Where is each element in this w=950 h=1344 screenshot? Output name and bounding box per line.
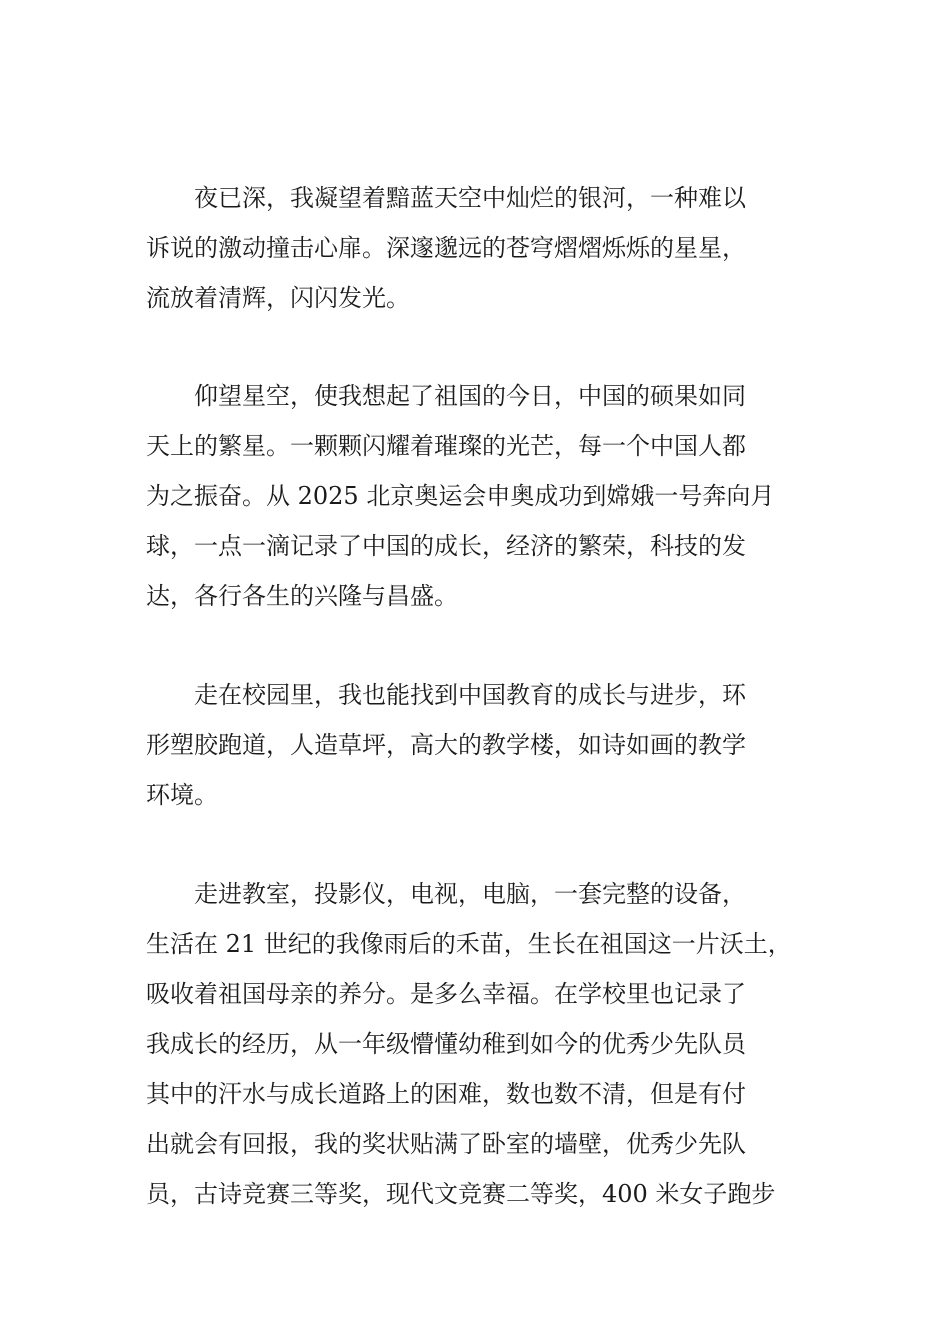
text-line: 环境。 (146, 781, 218, 809)
text-line: 仰望星空，使我想起了祖国的今日，中国的硕果如同 (146, 382, 746, 410)
text-line: 其中的汗水与成长道路上的困难，数也数不清，但是有付 (146, 1080, 746, 1108)
text-line: 天上的繁星。一颗颗闪耀着璀璨的光芒，每一个中国人都 (146, 432, 746, 460)
text-line: 达，各行各生的兴隆与昌盛。 (146, 582, 458, 610)
text-line: 形塑胶跑道，人造草坪，高大的教学楼，如诗如画的教学 (146, 731, 746, 759)
paragraph-night-sky (146, 173, 826, 323)
text-line: 走进教室，投影仪，电视，电脑，一套完整的设备， (146, 880, 746, 908)
text-line: 生活在 21 世纪的我像雨后的禾苗，生长在祖国这一片沃土， (146, 930, 792, 958)
text-line: 夜已深，我凝望着黯蓝天空中灿烂的银河，一种难以 (146, 184, 746, 212)
text-line: 吸收着祖国母亲的养分。是多么幸福。在学校里也记录了 (146, 980, 746, 1008)
paragraph-motherland (146, 371, 826, 621)
text-line: 出就会有回报，我的奖状贴满了卧室的墙壁，优秀少先队 (146, 1130, 746, 1158)
text-line: 诉说的激动撞击心扉。深邃邈远的苍穹熠熠烁烁的星星， (146, 234, 746, 262)
text-line: 员，古诗竞赛三等奖，现代文竞赛二等奖，400 米女子跑步 (146, 1180, 776, 1208)
text-line: 走在校园里，我也能找到中国教育的成长与进步，环 (146, 681, 746, 709)
text-line: 我成长的经历，从一年级懵懂幼稚到如今的优秀少先队员 (146, 1030, 746, 1058)
paragraph-classroom (146, 869, 826, 1219)
text-line: 球，一点一滴记录了中国的成长，经济的繁荣，科技的发 (146, 532, 746, 560)
text-line: 为之振奋。从 2025 北京奥运会申奥成功到嫦娥一号奔向月 (146, 482, 775, 510)
text-line: 流放着清辉，闪闪发光。 (146, 284, 410, 312)
paragraph-campus (146, 670, 826, 820)
